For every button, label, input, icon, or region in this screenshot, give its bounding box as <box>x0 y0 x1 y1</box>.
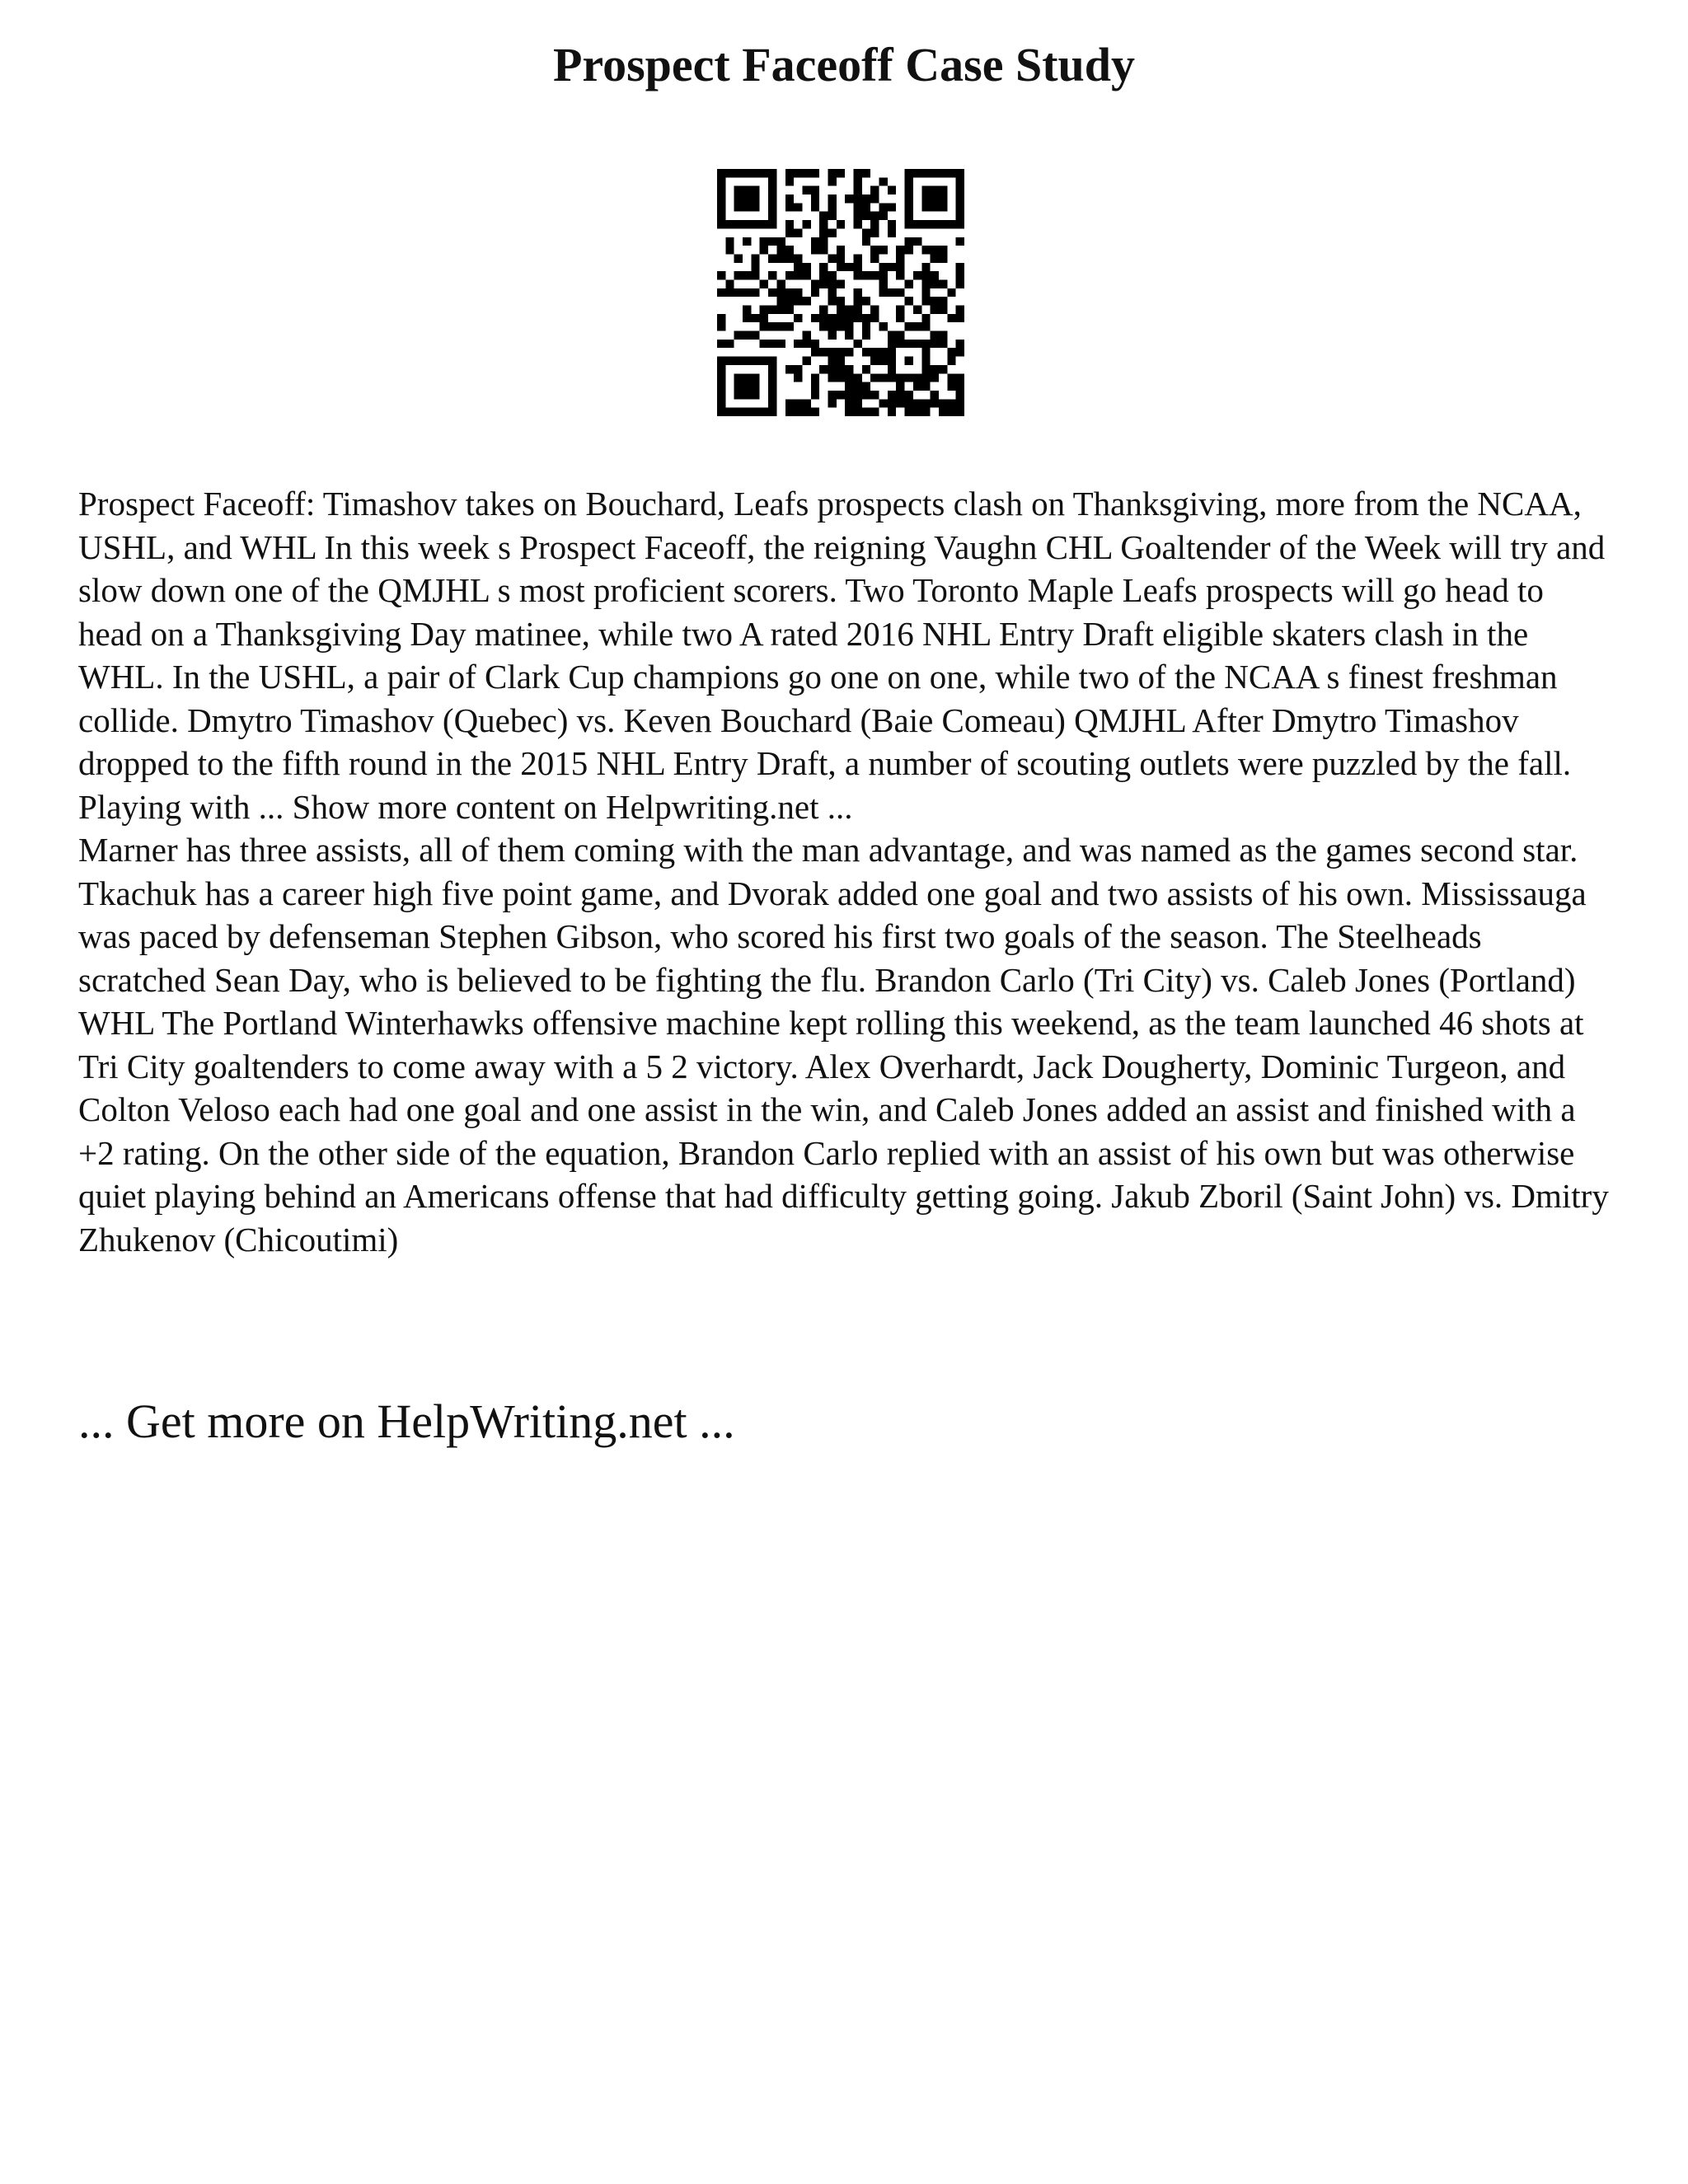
article-paragraph: Marner has three assists, all of them coming with the man advantage, and was named as the games second star. Tkachuk has a career high five point game, and Dvorak added one goal and two assists of his own. Mississauga was paced by defenseman Stephen Gibson, who scored his first two goals of the season. The Steelheads scratched Sean Day, who is believed to be fighting the flu. Brandon Carlo (Tri City) vs. Caleb Jones (Portland) WHL The Portland Winterhawks offensive machine kept rolling this weekend, as the team launched 46 shots at Tri City goaltenders to come away with a 5 2 victory. Alex Overhardt, Jack Dougherty, Dominic Turgeon, and Colton Veloso each had one goal and one assist in the win, and Caleb Jones added an assist and finished with a +2 rating. On the other side of the equation, Brandon Carlo replied with an assist of his own but was otherwise quiet playing behind an Americans offense that had difficulty getting going. Jakub Zboril (Saint John) vs. Dmitry Zhukenov (Chicoutimi) <box>78 831 1609 1258</box>
article-body <box>78 482 1611 1261</box>
get-more-link[interactable]: ... Get more on HelpWriting.net ... <box>78 1394 735 1448</box>
page-title: Prospect Faceoff Case Study <box>552 38 1136 91</box>
qr-code-icon <box>717 169 964 416</box>
article-paragraph: Prospect Faceoff: Timashov takes on Bouchard, Leafs prospects clash on Thanksgiving, more from the NCAA, USHL, and WHL In this week s Prospect Faceoff, the reigning Vaughn CHL Goaltender of the Week will try and slow down one of the QMJHL s most proficient scorers. Two Toronto Maple Leafs prospects will go head to head on a Thanksgiving Day matinee, while two A rated 2016 NHL Entry Draft eligible skaters clash in the WHL. In the USHL, a pair of Clark Cup champions go one on one, while two of the NCAA s finest freshman collide. Dmytro Timashov (Quebec) vs. Keven Bouchard (Baie Comeau) QMJHL After Dmytro Timashov dropped to the fifth round in the 2015 NHL Entry Draft, a number of scouting outlets were puzzled by the fall. Playing with ... Show more content on Helpwriting.net ... <box>78 485 1606 826</box>
